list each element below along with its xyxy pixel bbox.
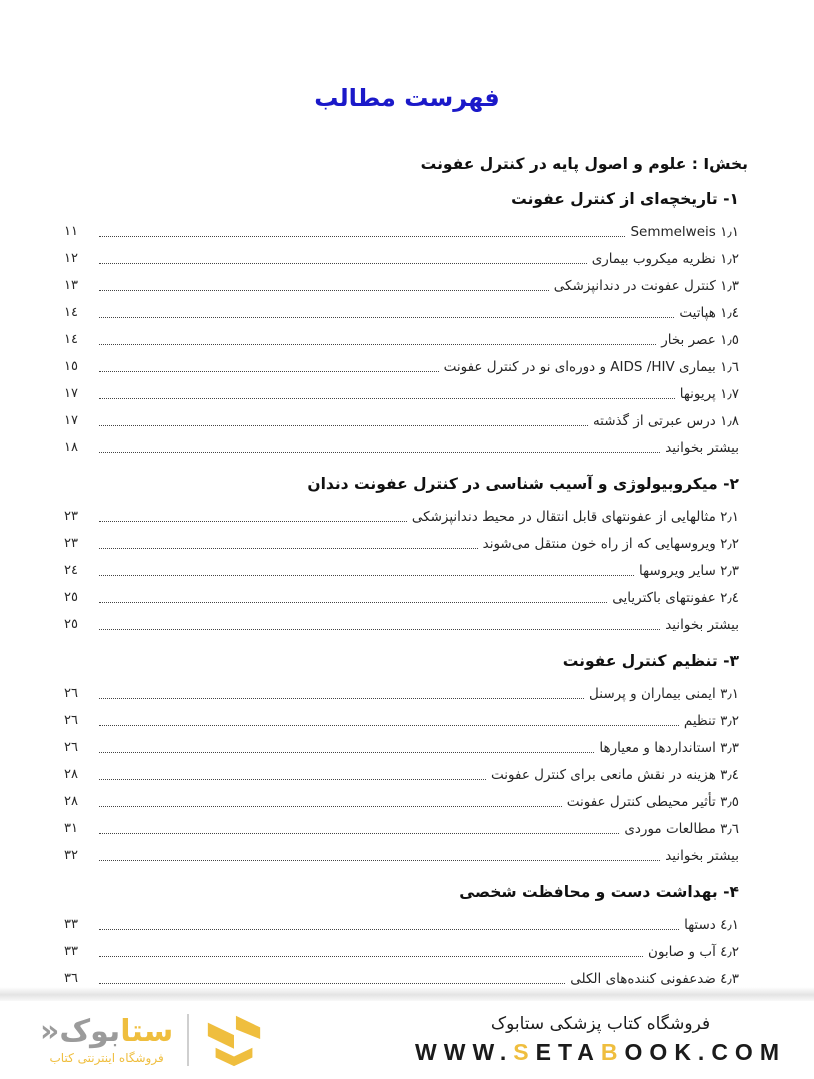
store-info <box>415 1014 786 1066</box>
toc-entry-title: ١٫٧ پریونها <box>679 385 739 402</box>
toc-entry-page: ١٨ <box>64 440 78 455</box>
dotted-leader <box>99 452 660 453</box>
toc-entry <box>64 938 748 965</box>
toc-entry-page: ٢٦ <box>64 686 78 701</box>
dotted-leader <box>99 290 549 291</box>
url-part: ETA <box>535 1039 601 1065</box>
chapter-section <box>64 186 748 461</box>
url-part: OOK.COM <box>624 1039 786 1065</box>
toc-entry <box>64 245 748 272</box>
setabook-logo <box>40 1009 265 1071</box>
dotted-leader <box>99 860 660 861</box>
toc-entry-page: ٣٢ <box>64 848 78 863</box>
store-name: فروشگاه کتاب پزشکی ستابوک <box>490 1014 711 1034</box>
toc-entry-page: ٢٦ <box>64 740 78 755</box>
logo-divider-bar <box>187 1014 189 1066</box>
dotted-leader <box>99 575 634 576</box>
dotted-leader <box>99 548 478 549</box>
toc-entry <box>64 407 748 434</box>
chapter-section <box>64 471 748 638</box>
toc-entry <box>64 503 748 530</box>
toc-entry-page: ١٥ <box>64 359 78 374</box>
toc-entry-title: ١٫٦ بیماری AIDS /HIV و دوره‌ای نو در کنترل عفونت <box>443 358 739 375</box>
toc-entry-title: ٤٫١ دستها <box>684 916 739 933</box>
chapter-header: ۴- بهداشت دست و محافظت شخصی <box>459 883 739 901</box>
toc-entry-page: ٢٣ <box>64 536 78 551</box>
dotted-leader <box>99 929 679 930</box>
toc-entry-page: ٢٣ <box>64 509 78 524</box>
page-title: فهرست مطالب <box>314 84 500 112</box>
toc-entry-page: ١٣ <box>64 278 78 293</box>
toc-entry-page: ٢٦ <box>64 713 78 728</box>
logo-angle-mark: « <box>40 1013 60 1049</box>
toc-entry-title: ٣٫٥ تأثیر محیطی کنترل عفونت <box>566 793 739 810</box>
dotted-leader <box>99 317 674 318</box>
dotted-leader <box>99 629 660 630</box>
toc-entry-page: ٢٥ <box>64 617 78 632</box>
toc-entry-page: ٣١ <box>64 821 78 836</box>
dotted-leader <box>99 956 643 957</box>
toc-entry <box>64 788 748 815</box>
chapter-header: ۳- تنظیم کنترل عفونت <box>562 652 739 670</box>
toc-entry <box>64 557 748 584</box>
toc-entry-page: ١١ <box>64 224 78 239</box>
chapter-header: ۱- تاریخچه‌ای از کنترل عفونت <box>511 190 739 208</box>
toc-entry-page: ٣٦ <box>64 971 78 986</box>
url-letter-b: B <box>600 1039 625 1065</box>
dotted-leader <box>99 779 486 780</box>
toc-entry <box>64 353 748 380</box>
chapters-container <box>64 186 748 992</box>
footer-divider <box>0 987 814 1001</box>
toc-entry <box>64 272 748 299</box>
dotted-leader <box>99 263 587 264</box>
toc-entry-title: بیشتر بخوانید <box>665 616 739 633</box>
dotted-leader <box>99 698 584 699</box>
dotted-leader <box>99 602 607 603</box>
dotted-leader <box>99 806 562 807</box>
toc-entry-title: ٢٫٢ ویروسهایی که از راه خون منتقل می‌شوند <box>482 535 739 552</box>
toc-entry-page: ٢٥ <box>64 590 78 605</box>
part-header: بخشI : علوم و اصول پایه در کنترل عفونت <box>420 155 748 173</box>
toc-entry <box>64 761 748 788</box>
toc-entry-title: ٤٫٢ آب و صابون <box>648 943 739 960</box>
chapter-header: ۲- میکروبیولوژی و آسیب شناسی در کنترل عفونت دندان <box>307 475 739 493</box>
toc-entry-title: ١٫٢ نظریه میکروب بیماری <box>591 250 739 267</box>
toc-entry-title: ٣٫٣ استانداردها و معیارها <box>599 739 739 756</box>
table-of-contents <box>64 152 748 992</box>
toc-entry <box>64 326 748 353</box>
dotted-leader <box>99 425 588 426</box>
publisher-footer <box>0 1001 814 1079</box>
toc-entry-title: ٣٫١ ایمنی بیماران و پرسنل <box>589 685 739 702</box>
dotted-leader <box>99 833 619 834</box>
toc-entry-title: ١٫٨ درس عبرتی از گذشته <box>592 412 739 429</box>
toc-entry-page: ٣٣ <box>64 944 78 959</box>
toc-entry-title: ١٫٤ هپاتیت <box>679 304 739 321</box>
toc-entry <box>64 530 748 557</box>
toc-entry-page: ١٢ <box>64 251 78 266</box>
chapter-section <box>64 879 748 992</box>
toc-entry <box>64 434 748 461</box>
logo-wordmark-yellow: ستا <box>120 1013 174 1049</box>
toc-entry-title: ٣٫٢ تنظیم <box>683 712 739 729</box>
dotted-leader <box>99 236 625 237</box>
toc-entry-title: ٢٫٣ سایر ویروسها <box>639 562 739 579</box>
chevron-emblem-icon <box>203 1009 265 1071</box>
toc-entry-title: ١٫٣ کنترل عفونت در دندانپزشکی <box>553 277 739 294</box>
toc-entry <box>64 911 748 938</box>
store-url <box>415 1039 786 1066</box>
logo-tagline: فروشگاه اینترنتی کتاب <box>49 1050 164 1065</box>
toc-entry-page: ١٤ <box>64 332 78 347</box>
toc-entry <box>64 299 748 326</box>
toc-entry <box>64 842 748 869</box>
toc-entry <box>64 680 748 707</box>
toc-entry <box>64 380 748 407</box>
dotted-leader <box>99 752 594 753</box>
toc-entry <box>64 707 748 734</box>
toc-entry-page: ١٤ <box>64 305 78 320</box>
toc-entry-title: ١٫١ Semmelweis <box>630 223 739 240</box>
dotted-leader <box>99 983 565 984</box>
toc-entry-title: ٣٫٤ هزینه در نقش مانعی برای کنترل عفونت <box>491 766 739 783</box>
logo-wordmark-block <box>40 1013 174 1065</box>
toc-entry <box>64 734 748 761</box>
toc-entry-page: ١٧ <box>64 413 78 428</box>
chapter-section <box>64 648 748 869</box>
toc-entry-title: ١٫٥ عصر بخار <box>661 331 739 348</box>
dotted-leader <box>99 344 656 345</box>
toc-entry-title: بیشتر بخوانید <box>665 439 739 456</box>
toc-entry <box>64 611 748 638</box>
toc-entry <box>64 218 748 245</box>
toc-entry-title: ٤٫٣ ضدعفونی کننده‌های الکلی <box>570 970 739 987</box>
toc-entry-page: ١٧ <box>64 386 78 401</box>
toc-entry <box>64 584 748 611</box>
toc-entry-page: ٢٨ <box>64 767 78 782</box>
toc-entry-title: ٢٫١ مثالهایی از عفونتهای قابل انتقال در محیط دندانپزشکی <box>411 508 739 525</box>
url-letter-s: S <box>513 1039 536 1065</box>
dotted-leader <box>99 521 407 522</box>
toc-entry-page: ٢٨ <box>64 794 78 809</box>
url-part: WWW. <box>415 1039 514 1065</box>
logo-wordmark-gray: بوک <box>59 1013 121 1049</box>
toc-entry-page: ٣٣ <box>64 917 78 932</box>
toc-entry <box>64 815 748 842</box>
dotted-leader <box>99 398 675 399</box>
toc-entry-page: ٢٤ <box>64 563 78 578</box>
toc-entry-title: بیشتر بخوانید <box>665 847 739 864</box>
dotted-leader <box>99 725 679 726</box>
toc-entry-title: ٣٫٦ مطالعات موردی <box>624 820 739 837</box>
logo-wordmark <box>40 1013 174 1049</box>
toc-entry-title: ٢٫٤ عفونتهای باکتریایی <box>612 589 739 606</box>
dotted-leader <box>99 371 439 372</box>
